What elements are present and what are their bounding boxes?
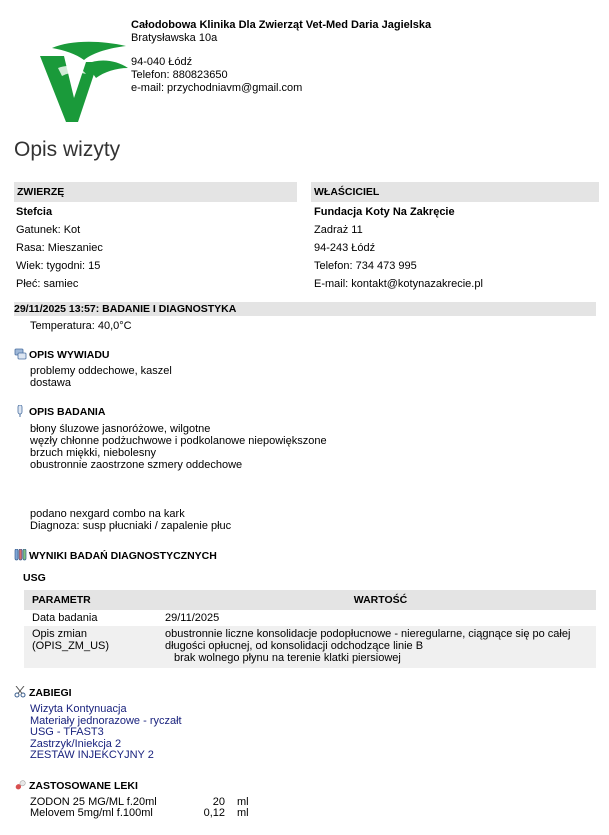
- interview-text: [30, 365, 172, 389]
- owner-email: E-mail: kontakt@kotynazakrecie.pl: [314, 278, 483, 290]
- clinic-email: e-mail: przychodniavm@gmail.com: [131, 82, 303, 94]
- drug-unit: ml: [237, 807, 249, 819]
- exam-line: węzły chłonne podżuchwowe i podkolanowe niepowiększone: [30, 435, 327, 447]
- drugs-title: ZASTOSOWANE LEKI: [29, 780, 138, 792]
- value-cell: [165, 628, 596, 664]
- owner-name: Fundacja Koty Na Zakręcie: [314, 206, 455, 218]
- owner-details: [314, 203, 483, 293]
- drugs-list: [30, 797, 267, 819]
- value-line: brak wolnego płynu na terenie klatki piersiowej: [174, 652, 401, 664]
- animal-breed: Rasa: Mieszaniec: [16, 242, 103, 254]
- test-tubes-icon: [14, 549, 27, 561]
- col-value: WARTOŚĆ: [353, 594, 408, 606]
- drug-unit: ml: [237, 796, 249, 808]
- clinic-name: Całodobowa Klinika Dla Zwierząt Vet-Med Daria Jagielska: [131, 19, 432, 31]
- procedures-section-title: [14, 686, 72, 700]
- procedure-item: Zastrzyk/Iniekcja 2: [30, 737, 122, 750]
- exam-text: [30, 423, 327, 471]
- param-cell: [24, 628, 165, 664]
- exam-line: brzuch miękki, niebolesny: [30, 447, 156, 459]
- param-code: (OPIS_ZM_US): [32, 640, 110, 652]
- drug-name: Melovem 5mg/ml f.100ml: [30, 807, 153, 819]
- exam-note-line: podano nexgard combo na kark: [30, 508, 185, 520]
- drugs-section-title: [14, 779, 138, 793]
- animal-name: Stefcia: [16, 206, 53, 218]
- procedure-item: USG - TFAST3: [30, 726, 104, 738]
- animal-header: ZWIERZĘ: [14, 182, 297, 202]
- col-param: PARAMETR: [32, 594, 91, 606]
- interview-line: problemy oddechowe, kaszel: [30, 365, 172, 377]
- owner-city: 94-243 Łódź: [314, 242, 376, 254]
- interview-title: OPIS WYWIADU: [29, 349, 110, 361]
- param-name: Opis zmian: [32, 628, 88, 640]
- value-line: długości opłucnej, od konsolidacji odchodzące linie B: [165, 640, 424, 652]
- interview-section-title: [14, 348, 110, 362]
- clinic-info: [131, 19, 431, 95]
- exam-note-line: Diagnoza: susp płucniaki / zapalenie płuc: [30, 520, 232, 532]
- results-table: [24, 590, 596, 668]
- probe-icon: [14, 405, 27, 417]
- owner-phone: Telefon: 734 473 995: [314, 260, 417, 272]
- value-cell: 29/11/2025: [165, 612, 220, 624]
- animal-species: Gatunek: Kot: [16, 224, 81, 236]
- results-title: WYNIKI BADAŃ DIAGNOSTYCZNYCH: [29, 550, 217, 562]
- pill-icon: [14, 779, 27, 791]
- exam-section-title: [14, 405, 105, 419]
- drug-row: [30, 808, 267, 819]
- procedures-title: ZABIEGI: [29, 687, 72, 699]
- results-section-title: [14, 549, 217, 563]
- page-title: Opis wizyty: [14, 138, 121, 161]
- table-row: [24, 610, 596, 626]
- exam-notes: [30, 508, 231, 532]
- clinic-city: 94-040 Łódź: [131, 56, 193, 68]
- clinic-street: Bratysławska 10a: [131, 32, 218, 44]
- clinic-logo: [30, 38, 130, 122]
- animal-age: Wiek: tygodni: 15: [16, 260, 101, 272]
- owner-header: WŁAŚCICIEL: [311, 182, 599, 202]
- value-line: obustronnie liczne konsolidacje podopłucnowe - nieregularne, ciągnące się po całej: [165, 628, 571, 640]
- procedures-list: [30, 704, 182, 762]
- owner-street: Zadraż 11: [314, 224, 363, 236]
- test-name: USG: [23, 572, 46, 584]
- exam-title: OPIS BADANIA: [29, 406, 106, 418]
- animal-sex: Płeć: samiec: [16, 278, 79, 290]
- exam-line: obustronnie zaostrzone szmery oddechowe: [30, 459, 243, 471]
- procedure-item: ZESTAW INJEKCYJNY 2: [30, 749, 154, 761]
- animal-details: [16, 203, 103, 293]
- param-cell: Data badania: [32, 612, 98, 624]
- visit-header: 29/11/2025 13:57: BADANIE I DIAGNOSTYKA: [14, 302, 596, 316]
- chat-icon: [14, 348, 27, 360]
- scissors-icon: [14, 686, 27, 698]
- table-row: [24, 626, 596, 668]
- results-table-header: [24, 590, 596, 610]
- drug-name: ZODON 25 MG/ML f.20ml: [30, 796, 157, 808]
- interview-line: dostawa: [30, 377, 71, 389]
- drug-qty: 0,12: [203, 807, 225, 819]
- procedure-item: Wizyta Kontynuacja: [30, 703, 127, 715]
- exam-line: błony śluzowe jasnoróżowe, wilgotne: [30, 423, 211, 435]
- drug-qty: 20: [212, 796, 225, 808]
- procedure-item: Materiały jednorazowe - ryczałt: [30, 714, 182, 727]
- temperature: Temperatura: 40,0°C: [30, 320, 132, 332]
- clinic-phone: Telefon: 880823650: [131, 69, 228, 81]
